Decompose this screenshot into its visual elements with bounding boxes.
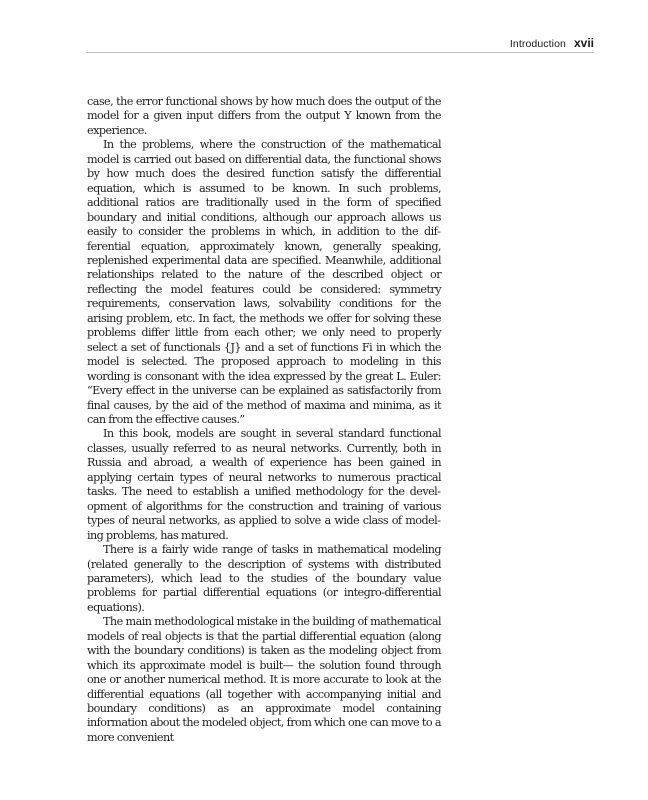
body-text [87, 95, 441, 745]
paragraph-continuation: case, the error functional shows by how much does the output of the model for a given input differs from the output Y known from the experience. [87, 95, 441, 137]
paragraph-neural-networks: In this book, models are sought in several standard functional classes, usually referred to as neural networks. Currently, both in Russia and abroad, a wealth of experience has been gained in applying certain types of neural networks to numerous practical tasks. The need to establish a unified methodology for the development of algorithms for the construction and training of various types of neural networks, as applied to solve a wide class of modeling problems, has matured. [87, 427, 441, 542]
page-number: xvii [573, 36, 594, 50]
paragraph-differential-data: In the problems, where the construction of the mathematical model is carried out based on differential data, the functional shows by how much does the desired function satisfy the differential equation, which is assumed to be known. In such problems, additional ratios are traditionally used in the form of specified boundary and initial conditions, although our approach allows us easily to consider the problems in which, in addition to the differential equation, approximately known, generally speaking, replenished experimental data are specified. Meanwhile, additional relationships related to the nature of the described object or reflecting the model features could be considered: symmetry requirements, conservation laws, solvability conditions for the arising problem, etc. In fact, the methods we offer for solving these problems differ little from each other; we only need to properly select a set of functionals {J} and a set of functions Fi in which the model is selected. The proposed approach to modeling in this wording is consonant with the idea expressed by the great L. Euler: “Every effect in the universe can be explained as satisfactorily from final causes, by the aid of the method of maxima and minima, as it can from the effective causes.” [87, 138, 441, 426]
running-title: Introduction [509, 38, 566, 50]
running-header [86, 34, 594, 53]
paragraph-range-of-tasks: There is a fairly wide range of tasks in mathematical modeling (related generally to the description of systems with distributed parameters), which lead to the studies of the boundary value problems for partial differential equations (or integro-differential equations). [87, 543, 441, 614]
paragraph-methodological-mistake: The main methodological mistake in the building of mathematical models of real objects is that the partial differential equation (along with the boundary conditions) is taken as the modeling object from which its approximate model is built— the solution found through one or another numerical method. It is more accurate to look at the differential equations (all together with accompanying initial and boundary conditions) as an approximate model containing information about the modeled object, from which one can move to a more convenient [87, 615, 441, 744]
